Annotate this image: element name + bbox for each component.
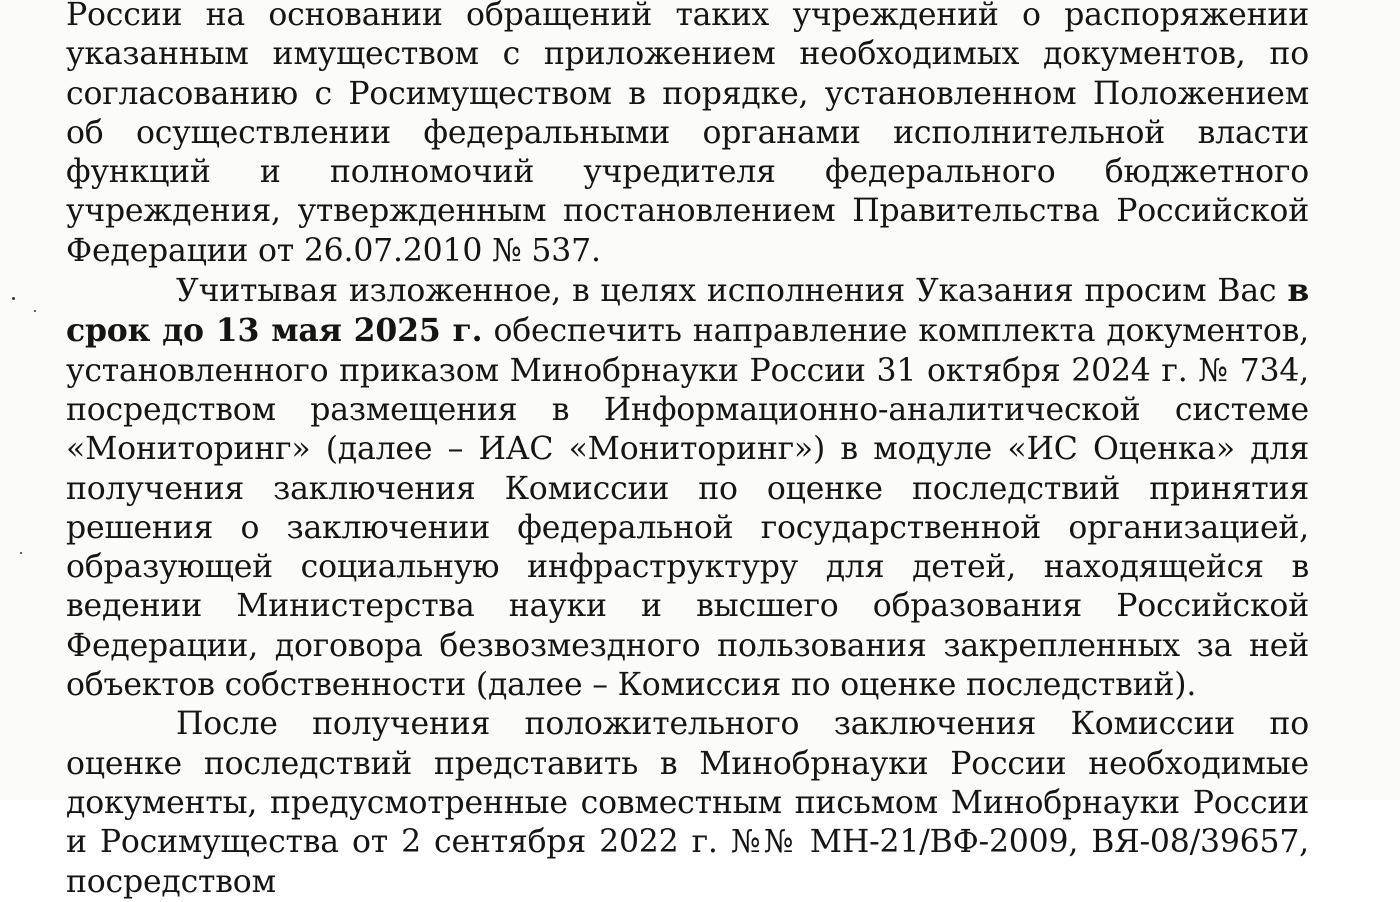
scan-speck	[20, 552, 22, 554]
request-body-text: обеспечить направление комплекта документов, установленного приказом Минобрнауки России 31 октября 2024 г. № 734, посредством размещения в Информационно-аналитической системе «Мониторинг» (далее – ИАС «Мониторинг») в модуле «ИС Оценка» для получения заключения Комиссии по оценке последствий принятия решения о заключении федеральной государственной организацией, образующей социальную инфраструктуру для детей, находящейся в ведении Министерства науки и высшего образования Российской Федерации, договора безвозмездного пользования закрепленных за ней объектов собственности (далее – Комиссия по оценке последствий).	[66, 313, 1309, 704]
deadline-date: в срок до 13 мая 2025 г.	[66, 272, 1309, 350]
paragraph-request-documents	[66, 271, 1309, 705]
scan-speck	[12, 297, 15, 300]
request-intro-text: Учитывая изложенное, в целях исполнения Указания просим Вас	[176, 273, 1288, 310]
paragraph-property-disposal: России на основании обращений таких учреждений о распоряжении указанным имуществом с приложением необходимых документов, по согласованию с Росимуществом в порядке, установленном Положением об осуществлении федеральными органами исполнительной власти функций и полномочий учредителя федерального бюджетного учреждения, утвержденным постановлением Правительства Российской Федерации от 26.07.2010 № 537.	[66, 0, 1309, 269]
document-body	[66, 0, 1309, 902]
scan-speck	[34, 310, 36, 312]
paragraph-after-conclusion: После получения положительного заключения Комиссии по оценке последствий представить в Минобрнауки России необходимые документы, предусмотренные совместным письмом Минобрнауки России и Росимущества от 2 сентября 2022 г. №№ МН-21/ВФ-2009, ВЯ-08/39657, посредством	[66, 706, 1309, 900]
